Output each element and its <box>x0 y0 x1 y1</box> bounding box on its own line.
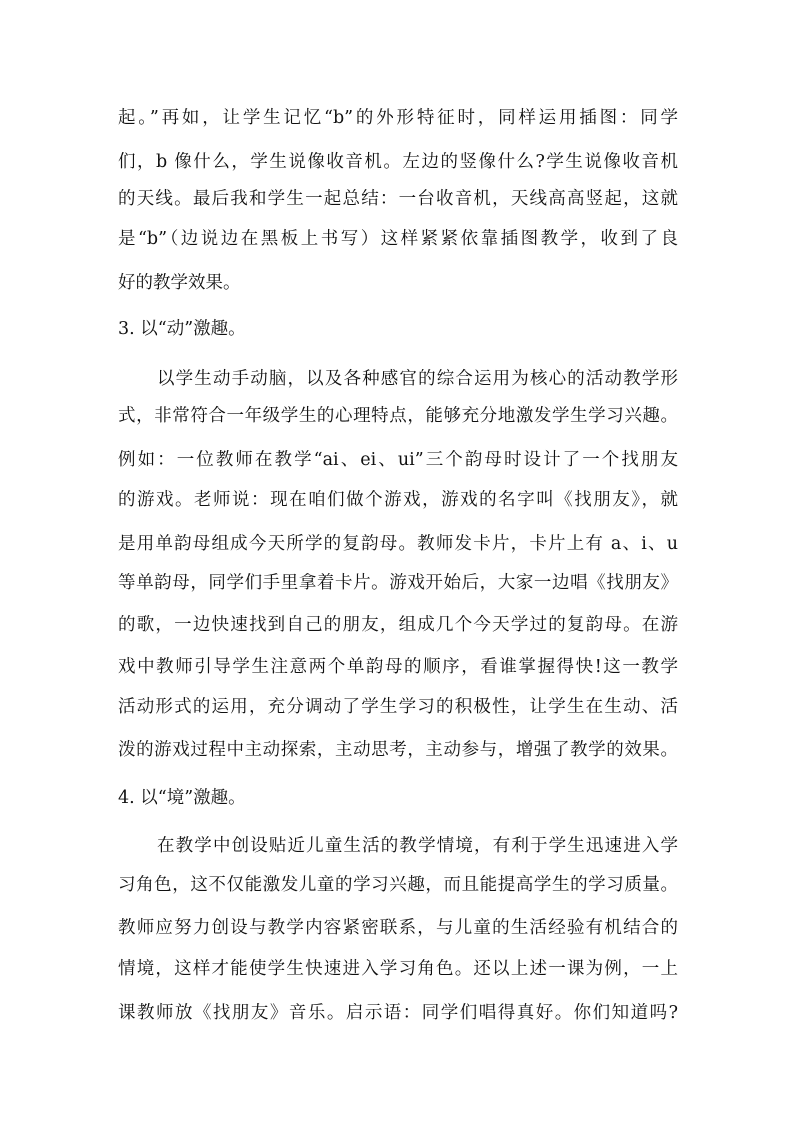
section-heading: 4. 以“境”激趣。 <box>118 788 246 808</box>
text-line: 习角色，这不仅能激发儿童的学习兴趣，而且能提高学生的学习质量。 <box>118 875 678 895</box>
text-line: 戏中教师引导学生注意两个单韵母的顺序，看谁掌握得快!这一教学 <box>118 657 678 677</box>
text-line: 式，非常符合一年级学生的心理特点，能够充分地激发学生学习兴趣。 <box>118 406 678 426</box>
text-line: 泼的游戏过程中主动探索，主动思考，主动参与，增强了教学的效果。 <box>118 740 678 760</box>
paragraph-first-line: 以学生动手动脑，以及各种感官的综合运用为核心的活动教学形 <box>157 369 678 389</box>
text-line: 们，b 像什么，学生说像收音机。左边的竖像什么?学生说像收音机 <box>118 152 678 172</box>
text-line: 教师应努力创设与教学内容紧密联系，与儿童的生活经验有机结合的 <box>118 918 678 938</box>
text-line: 例如：一位教师在教学“ai、ei、ui”三个韵母时设计了一个找朋友 <box>118 450 678 470</box>
text-line: 的游戏。老师说：现在咱们做个游戏，游戏的名字叫《找朋友》，就 <box>118 490 678 510</box>
text-line: 等单韵母，同学们手里拿着卡片。游戏开始后，大家一边唱《找朋友》 <box>118 573 678 593</box>
text-line: 的歌，一边快速找到自己的朋友，组成几个今天学过的复韵母。在游 <box>118 615 678 635</box>
text-line: 起。”再如，让学生记忆“b”的外形特征时，同样运用插图：同学 <box>118 108 678 128</box>
section-heading: 3. 以“动”激趣。 <box>118 319 246 339</box>
text-line: 是用单韵母组成今天所学的复韵母。教师发卡片，卡片上有 a、i、u <box>118 534 678 554</box>
text-line: 课教师放《找朋友》音乐。启示语：同学们唱得真好。你们知道吗? <box>118 1003 678 1023</box>
text-line: 情境，这样才能使学生快速进入学习角色。还以上述一课为例，一上 <box>118 959 678 979</box>
text-line: 活动形式的运用，充分调动了学生学习的积极性，让学生在生动、活 <box>118 697 678 717</box>
text-line: 是“b”（边说边在黑板上书写）这样紧紧依靠插图教学，收到了良 <box>118 229 678 249</box>
text-line: 的天线。最后我和学生一起总结：一台收音机，天线高高竖起，这就 <box>118 189 678 209</box>
text-line: 好的教学效果。 <box>118 273 241 293</box>
paragraph-first-line: 在教学中创设贴近儿童生活的教学情境，有利于学生迅速进入学 <box>157 836 678 856</box>
